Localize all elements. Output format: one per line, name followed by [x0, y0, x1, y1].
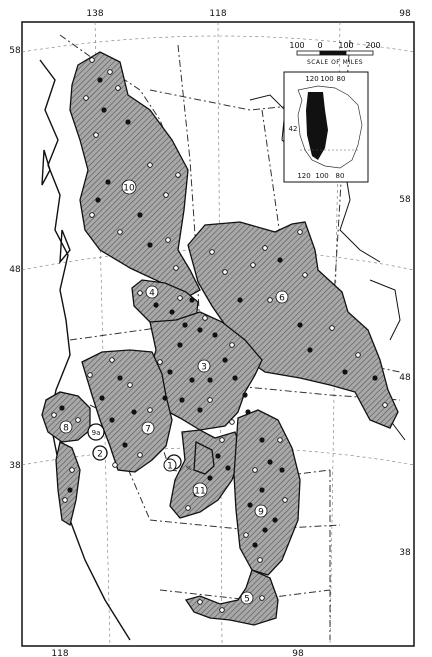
- range-label-11: 11: [194, 486, 206, 497]
- range-label-8: 8: [63, 423, 69, 434]
- inset-top-80: 80: [336, 75, 346, 83]
- top-longitude-118: 118: [209, 9, 227, 19]
- range-label-10: 10: [123, 183, 135, 194]
- inset-bottom-100: 100: [315, 172, 329, 180]
- right-latitude-58: 58: [399, 195, 411, 205]
- range-label-4: 4: [149, 288, 155, 299]
- right-latitude-48: 48: [399, 373, 411, 383]
- range-label-5: 5: [244, 594, 250, 605]
- scale-tick-0: 0: [317, 41, 323, 50]
- range-label-3: 3: [201, 362, 207, 373]
- point-label-9a: 9a: [91, 429, 101, 437]
- inset-bottom-80: 80: [335, 172, 345, 180]
- left-latitude-38: 38: [9, 461, 21, 471]
- inset-top-120: 120: [305, 75, 319, 83]
- left-latitude-48: 48: [9, 265, 21, 275]
- bottom-longitude-118: 118: [51, 649, 69, 657]
- bottom-longitude-98: 98: [292, 649, 304, 657]
- range-label-9: 9: [258, 507, 264, 518]
- scale-tick-100-left: 100: [289, 41, 305, 50]
- inset-top-100: 100: [320, 75, 334, 83]
- route-marker: %: [186, 465, 192, 472]
- right-latitude-38: 38: [399, 548, 411, 558]
- left-latitude-58: 58: [9, 46, 21, 56]
- top-longitude-138: 138: [86, 9, 104, 19]
- inset-bottom-120: 120: [297, 172, 311, 180]
- inset-side-42-left: 42: [288, 125, 298, 133]
- scale-label: SCALE OF MILES: [306, 59, 364, 66]
- range-label-6: 6: [279, 293, 285, 304]
- inset-map: [284, 72, 368, 182]
- scale-tick-100: 100: [338, 41, 354, 50]
- range-label-7: 7: [145, 424, 151, 435]
- scale-tick-200: 200: [365, 41, 381, 50]
- top-longitude-98: 98: [399, 9, 411, 19]
- range-label-1: 1: [167, 461, 173, 472]
- range-label-2: 2: [97, 449, 103, 460]
